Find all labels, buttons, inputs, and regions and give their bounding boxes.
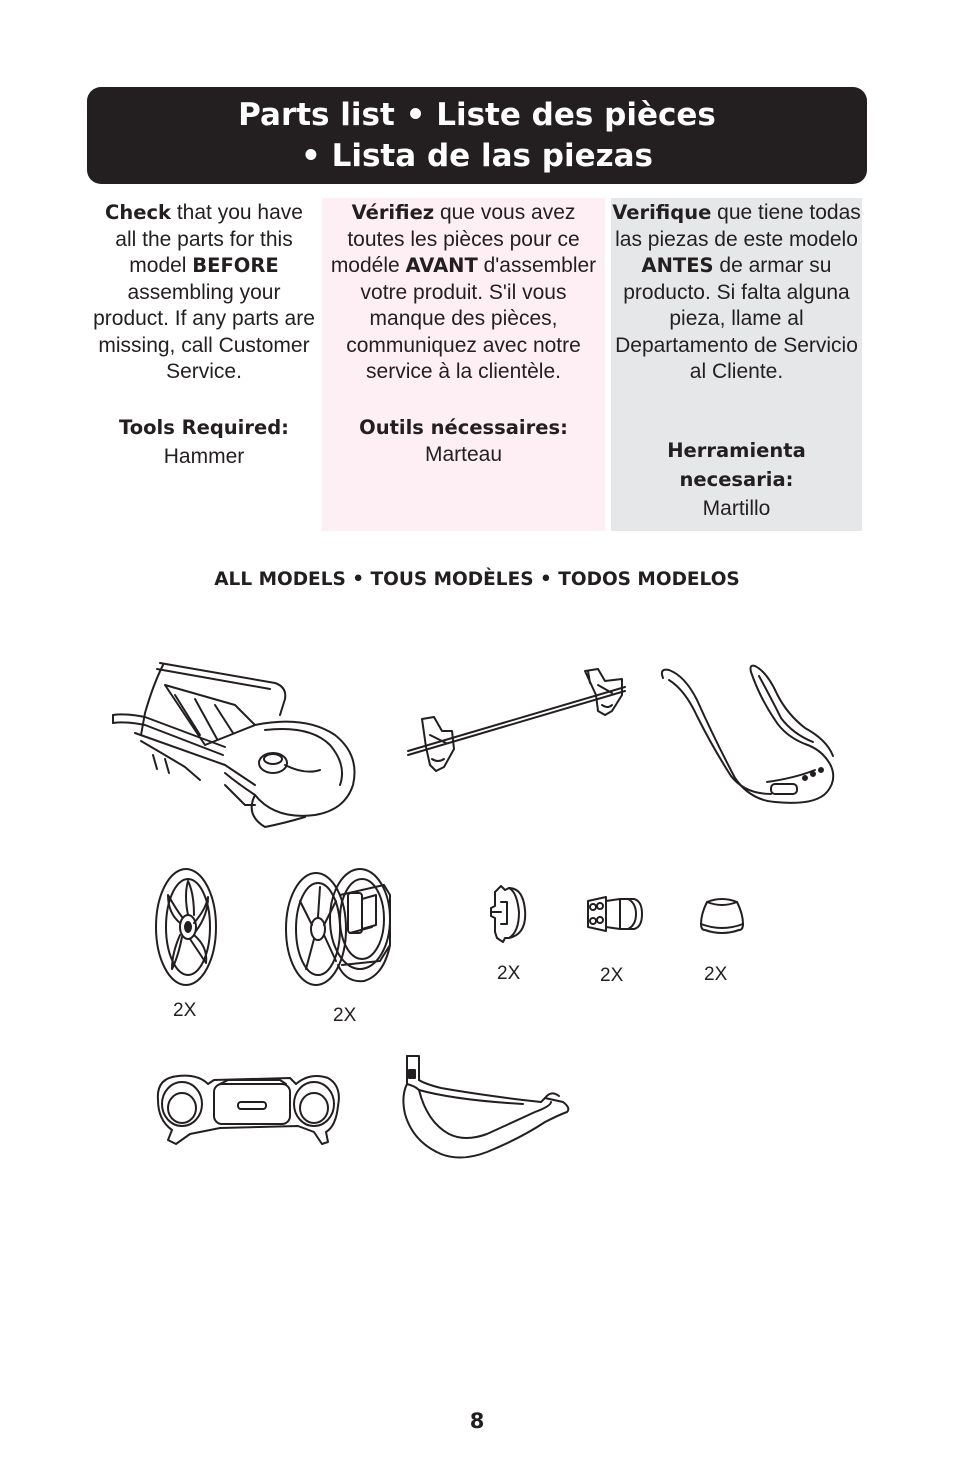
stroller-seat-illustration (105, 655, 365, 830)
page-number: 8 (469, 1409, 485, 1433)
foot-cap-quantity: 2X (704, 964, 728, 985)
parts-list-header (87, 87, 867, 184)
emphasis-text: Check (105, 201, 171, 224)
emphasis-text: ANTES (641, 254, 714, 277)
emphasis-text: AVANT (405, 254, 478, 277)
intro-english (92, 200, 316, 386)
hub-cap-illustration (487, 882, 531, 944)
intro-french (322, 200, 605, 386)
herramienta-value: Martillo (702, 496, 771, 520)
tools-required-title: Tools Required: (119, 415, 289, 439)
body-text: de armar su producto. Si falta alguna pieza, llame al Departamento de Servicio al Cliente. (615, 254, 858, 383)
body-text: assembling your product. If any parts are missing, call Customer Service. (93, 280, 315, 383)
intro-spanish (611, 200, 862, 386)
emphasis-text: Verifique (612, 201, 712, 224)
body-text: que tiene todas las piezas de este modelo (615, 201, 861, 251)
column-french (322, 198, 605, 531)
column-spanish (611, 198, 862, 531)
emphasis-text: Vérifiez (351, 201, 435, 224)
all-models-heading: ALL MODELS • TOUS MODÈLES • TODOS MODELOS (214, 569, 740, 590)
rear-wheel-illustration (150, 865, 225, 990)
hub-cap-quantity: 2X (497, 963, 521, 984)
handlebar-illustration (655, 660, 840, 810)
outils-necessaires-value: Marteau (424, 442, 503, 466)
body-text: d'assembler votre produit. S'il vous manque des pièces, communiquez avec notre service à la clientèle. (346, 254, 597, 383)
emphasis-text: BEFORE (192, 254, 279, 277)
front-wheel-quantity: 2X (333, 1005, 357, 1026)
header-title-line-1: Parts list • Liste des pièces (238, 96, 716, 133)
herramienta-title-2: necesaria: (679, 467, 794, 491)
axle-cap-illustration (584, 893, 646, 935)
tools-required-value: Hammer (163, 444, 245, 468)
parent-tray-illustration (150, 1070, 345, 1150)
herramienta-title-1: Herramienta (667, 438, 806, 462)
rear-wheel-quantity: 2X (173, 1000, 197, 1021)
column-english (92, 198, 316, 531)
foot-cap-illustration (697, 894, 747, 934)
front-axle-illustration (400, 665, 630, 775)
front-wheel-illustration (280, 865, 400, 990)
body-text: that you have all the parts for this model (115, 201, 303, 277)
axle-cap-quantity: 2X (600, 965, 624, 986)
outils-necessaires-title: Outils nécessaires: (359, 415, 568, 439)
child-tray-illustration (395, 1050, 575, 1165)
body-text: que vous avez toutes les pièces pour ce modéle (330, 201, 580, 277)
header-title-line-2: • Lista de las piezas (300, 137, 654, 174)
